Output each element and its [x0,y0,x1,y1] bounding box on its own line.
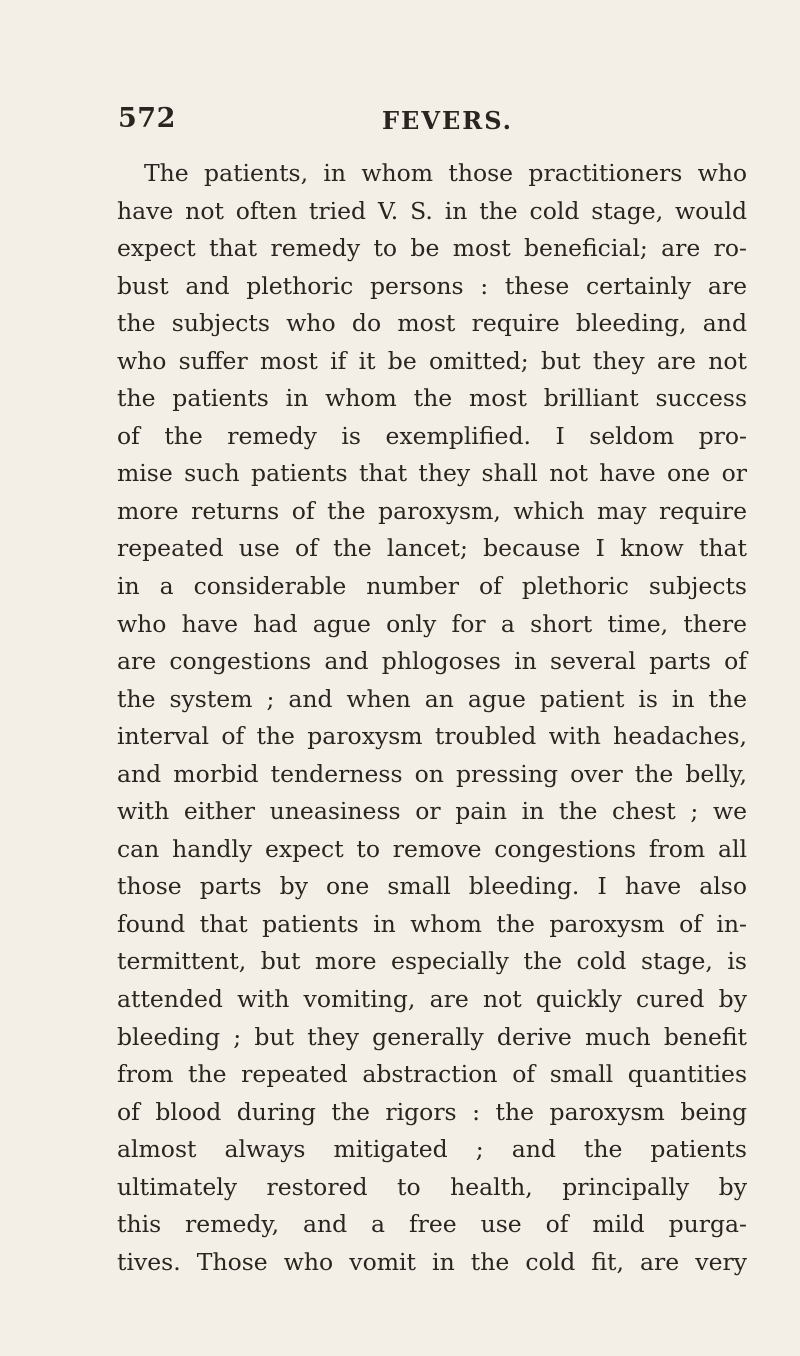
text-line: expect that remedy to be most beneficial; are ro- [117,234,747,263]
text-line: in a considerable number of plethoric subjects [117,572,747,601]
text-line: tives. Those who vomit in the cold fit, are very [117,1247,747,1276]
text-line: can handly expect to remove congestions from all [117,834,747,863]
text-line: this remedy, and a free use of mild purga- [117,1210,747,1239]
text-line: bleeding ; but they generally derive much benefit [117,1022,747,1051]
text-line: of blood during the rigors : the paroxysm being [117,1097,747,1126]
text-line: repeated use of the lancet; because I know that [117,534,747,563]
text-line: who suffer most if it be omitted; but they are not [117,346,747,375]
text-line: mise such patients that they shall not have one or [117,459,747,488]
text-line: who have had ague only for a short time, there [117,609,747,638]
running-head: FEVERS. [382,106,514,135]
text-line: with either uneasiness or pain in the chest ; we [117,797,747,826]
text-line: have not often tried V. S. in the cold stage, would [117,196,747,225]
text-line: are congestions and phlogoses in several parts of [117,647,747,676]
text-line: interval of the paroxysm troubled with headaches, [117,722,747,751]
text-line: The patients, in whom those practitioners who [144,159,747,187]
text-line: the patients in whom the most brilliant success [117,384,747,413]
text-line: the system ; and when an ague patient is in the [117,684,747,713]
text-line: found that patients in whom the paroxysm of in- [117,909,747,938]
text-line: ultimately restored to health, principally by [117,1172,747,1201]
text-line: those parts by one small bleeding. I have also [117,872,747,901]
text-line: more returns of the paroxysm, which may require [117,496,747,525]
text-line: termittent, but more especially the cold stage, is [117,947,747,976]
text-line: of the remedy is exemplified. I seldom pro- [117,421,747,450]
text-line: the subjects who do most require bleeding, and [117,309,747,338]
text-line: bust and plethoric persons : these certainly are [117,271,747,300]
body-paragraph [117,155,747,1281]
page-header [118,103,718,143]
text-line: and morbid tenderness on pressing over the belly, [117,759,747,788]
text-line: almost always mitigated ; and the patients [117,1135,747,1164]
text-line: attended with vomiting, are not quickly cured by [117,985,747,1014]
text-line: from the repeated abstraction of small quantities [117,1060,747,1089]
page-number: 572 [118,103,176,134]
